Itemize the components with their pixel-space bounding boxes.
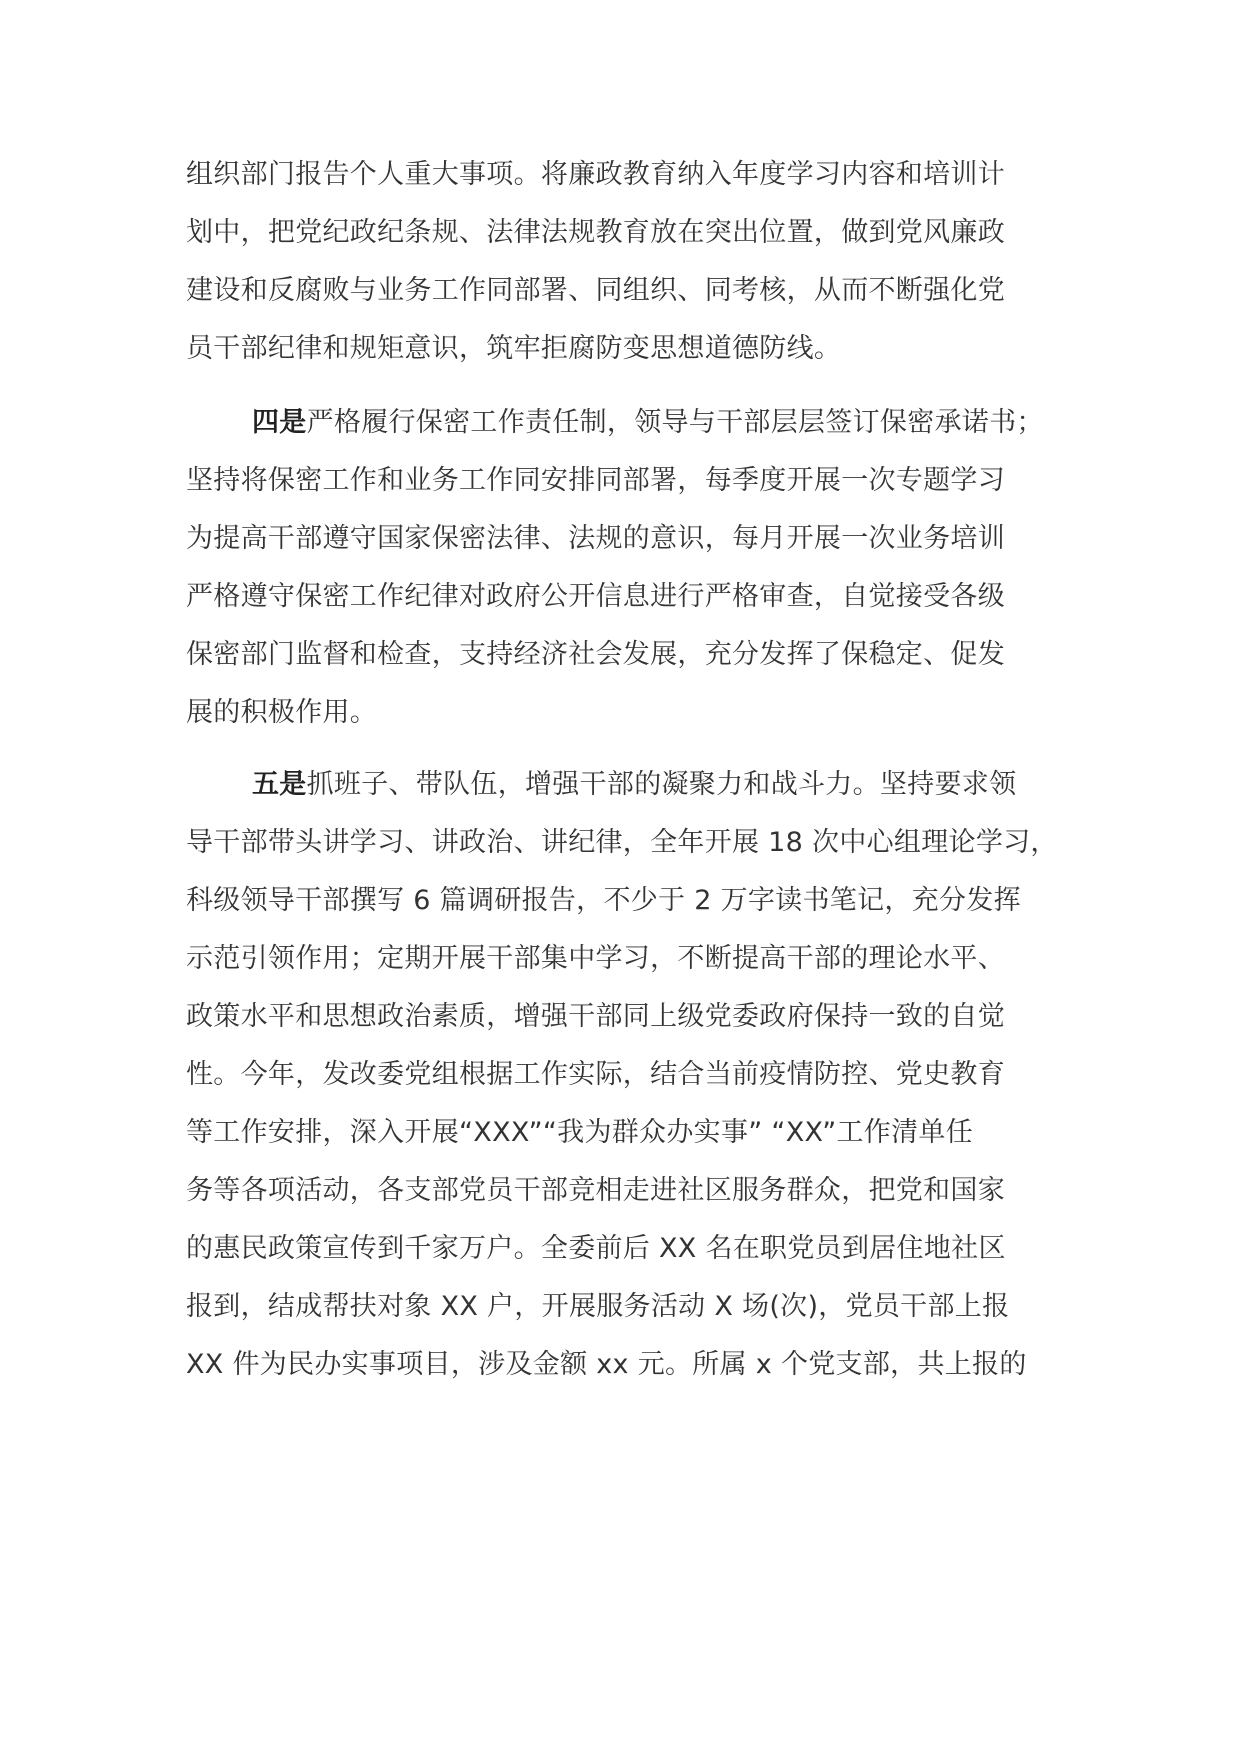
paragraph-line: 建设和反腐败与业务工作同部署、同组织、同考核，从而不断强化党 <box>186 275 1005 306</box>
paragraph-line: 等工作安排，深入开展“XXX”“我为群众办实事” “XX”工作清单任 <box>186 1117 974 1148</box>
paragraph-line: XX 件为民办实事项目，涉及金额 xx 元。所属 x 个党支部，共上报的 <box>186 1349 1027 1380</box>
paragraph-line: 划中，把党纪政纪条规、法律法规教育放在突出位置，做到党风廉政 <box>186 217 1005 248</box>
paragraph-line: 组织部门报告个人重大事项。将廉政教育纳入年度学习内容和培训计 <box>186 159 1005 190</box>
paragraph-line: 的惠民政策宣传到千家万户。全委前后 XX 名在职党员到居住地社区 <box>186 1233 1006 1264</box>
paragraph-line: 务等各项活动，各支部党员干部竞相走进社区服务群众，把党和国家 <box>186 1175 1005 1206</box>
paragraph-text: 严格履行保密工作责任制，领导与干部层层签订保密承诺书； <box>306 407 1044 438</box>
paragraph-line: 员干部纪律和规矩意识，筑牢拒腐防变思想道德防线。 <box>186 333 842 364</box>
paragraph-line: 保密部门监督和检查，支持经济社会发展，充分发挥了保稳定、促发 <box>186 639 1005 670</box>
paragraph-line: 报到，结成帮扶对象 XX 户，开展服务活动 X 场(次)，党员干部上报 <box>186 1291 1010 1322</box>
paragraph-line: 政策水平和思想政治素质，增强干部同上级党委政府保持一致的自觉 <box>186 1001 1005 1032</box>
paragraph-first-line <box>252 403 1044 443</box>
paragraph-line: 示范引领作用；定期开展干部集中学习，不断提高干部的理论水平、 <box>186 943 1005 974</box>
paragraph-line: 性。今年，发改委党组根据工作实际，结合当前疫情防控、党史教育 <box>186 1059 1005 1090</box>
paragraph-line: 导干部带头讲学习、讲政治、讲纪律，全年开展 18 次中心组理论学习， <box>186 827 1058 858</box>
paragraph-text: 抓班子、带队伍，增强干部的凝聚力和战斗力。坚持要求领 <box>306 769 1017 800</box>
paragraph-line: 展的积极作用。 <box>186 697 378 728</box>
paragraph-first-line <box>252 765 1016 805</box>
paragraph-lead: 四是 <box>252 407 307 438</box>
paragraph-line: 严格遵守保密工作纪律对政府公开信息进行严格审查，自觉接受各级 <box>186 581 1005 612</box>
paragraph-line: 为提高干部遵守国家保密法律、法规的意识，每月开展一次业务培训 <box>186 523 1005 554</box>
paragraph-line: 坚持将保密工作和业务工作同安排同部署，每季度开展一次专题学习 <box>186 465 1005 496</box>
paragraph-lead: 五是 <box>252 769 307 800</box>
paragraph-line: 科级领导干部撰写 6 篇调研报告，不少于 2 万字读书笔记，充分发挥 <box>186 885 1021 916</box>
